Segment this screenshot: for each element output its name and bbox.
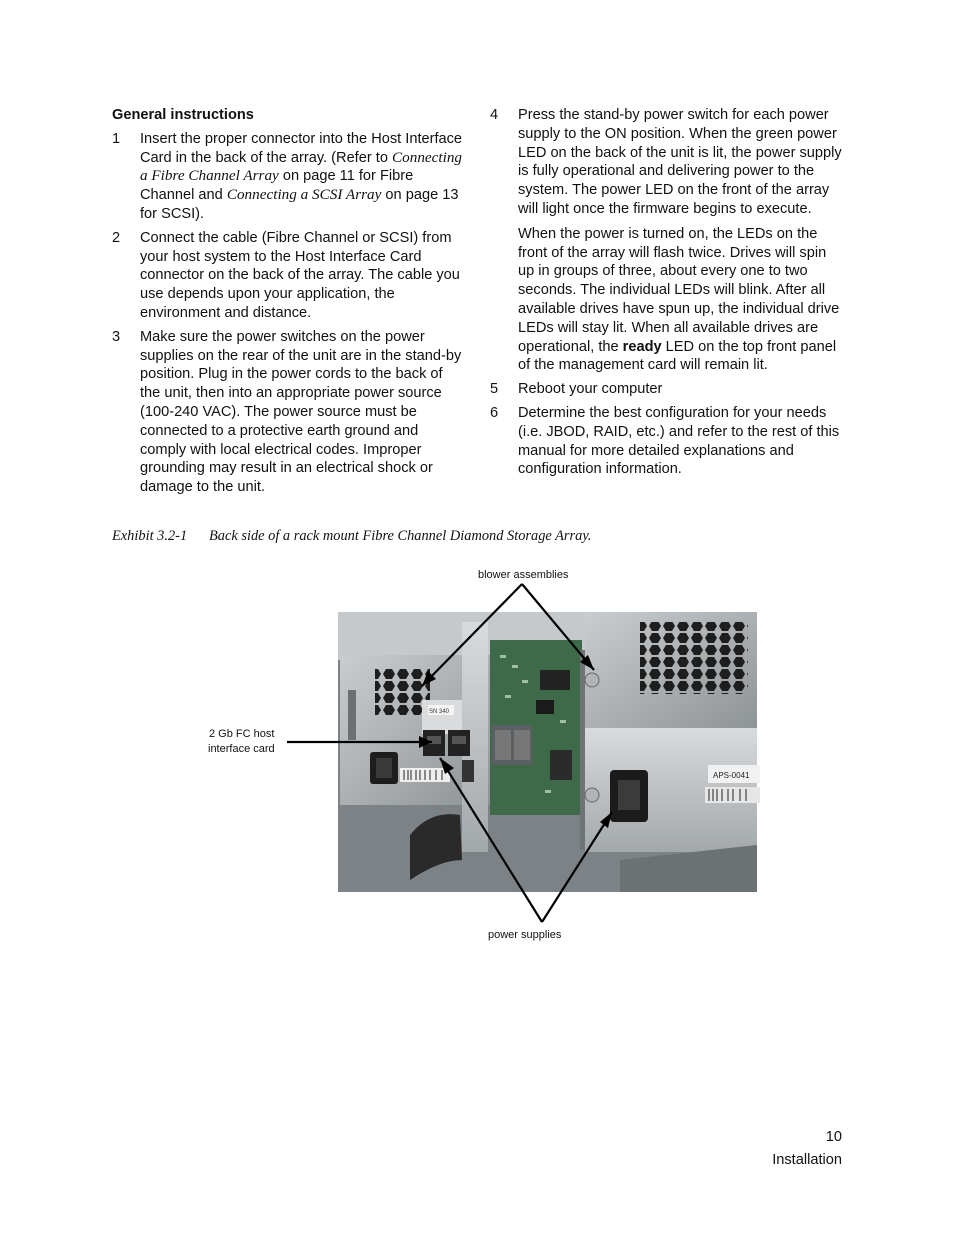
item-number: 1	[112, 130, 121, 147]
exhibit-caption	[112, 528, 852, 545]
svg-text:APS-0041: APS-0041	[713, 771, 750, 780]
list-item	[490, 404, 842, 479]
item-text: Insert the proper connector into the Host Interface Card in the back of the array. (Refer to Connecting a Fibre Channel Array on page 11 for Fibre Channel and Connecting a SCSI Array on page 13 for SCSI).	[140, 130, 463, 222]
label-host-card-line2: interface card	[208, 743, 275, 755]
section-name: Installation	[772, 1152, 842, 1168]
array-photo-illustration	[200, 560, 780, 950]
list-item	[112, 130, 464, 224]
left-column	[112, 106, 464, 502]
item-number: 3	[112, 328, 121, 345]
cross-reference: Connecting a SCSI Array	[226, 186, 382, 204]
list-item	[490, 380, 842, 399]
list-item	[112, 229, 464, 323]
item-text: Press the stand-by power switch for each power supply to the ON position. When the green power LED on the back of the unit is lit, the power supply is fully operational and delivering power to the system. The power LED on the front of the array will light once the firmware begins to execute.	[518, 107, 842, 217]
item-text: Reboot your computer	[518, 381, 663, 398]
item-text: Connect the cable (Fibre Channel or SCSI) from your host system to the Host Interface Card connector on the back of the array. The cable you use depends upon your application, the environment and distance.	[140, 229, 460, 321]
page-footer	[772, 1126, 842, 1172]
item-text: When the power is turned on, the LEDs on the front of the array will flash twice. Drives will spin up in groups of three, about every one to two seconds. The individual LEDs will blink. After all available drives have spun up, the individual drive LEDs will stay lit. When all available drives are operational, the ready LED on the top front panel of the management card will remain lit.	[518, 225, 840, 374]
page-number: 10	[825, 1129, 842, 1145]
item-number: 4	[490, 107, 499, 123]
item-text: Determine the best configuration for your needs (i.e. JBOD, RAID, etc.) and refer to the rest of this manual for more detailed explanations and configuration information.	[518, 404, 840, 478]
list-item	[112, 328, 464, 497]
exhibit-number: Exhibit 3.2-1	[112, 528, 188, 544]
exhibit-title: Back side of a rack mount Fibre Channel Diamond Storage Array.	[209, 528, 592, 544]
exhibit-figure	[200, 560, 780, 950]
card-label: SN 340	[429, 709, 450, 715]
label-power-supplies: power supplies	[488, 929, 562, 941]
right-column	[490, 106, 842, 484]
label-host-card-line1: 2 Gb FC host	[209, 728, 275, 740]
item-number: 2	[112, 229, 121, 246]
item-text: Make sure the power switches on the power supplies on the rear of the unit are in the stand-by position. Plug in the power cords to the back of the unit, then into an appropriate power source (100-240 VAC). The power source must be connected to a protective earth ground and comply with local electrical codes. Improper grounding may result in an electrical shock or damage to the unit.	[140, 328, 462, 496]
section-heading: General instructions	[112, 107, 254, 123]
item-number: 6	[490, 404, 499, 421]
label-blower-assemblies: blower assemblies	[478, 569, 569, 581]
ready-led-term: ready	[622, 338, 662, 355]
list-item	[490, 106, 842, 375]
cross-reference: Connecting a Fibre Channel Array	[140, 148, 463, 185]
item-number: 5	[490, 381, 499, 398]
